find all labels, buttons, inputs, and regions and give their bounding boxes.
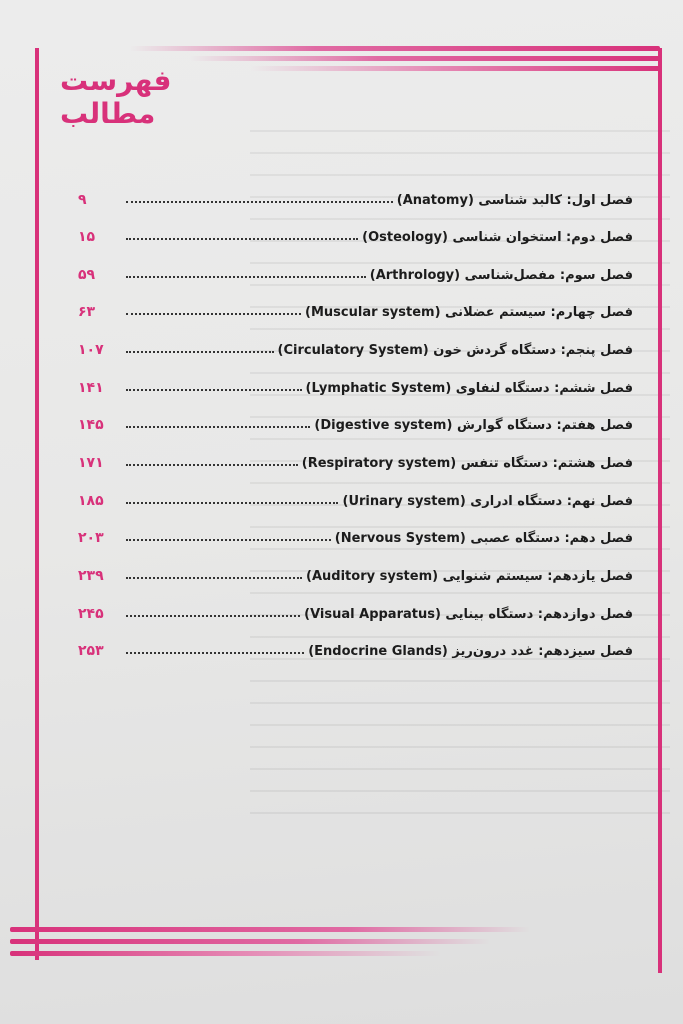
toc-entry-label: فصل نهم: دستگاه ادراری (Urinary system)	[342, 494, 633, 509]
toc-entry[interactable]	[78, 633, 633, 659]
toc-entry[interactable]	[78, 558, 633, 584]
toc-entry[interactable]	[78, 257, 633, 283]
toc-entry[interactable]	[78, 182, 633, 208]
toc-page-number: ۱۷۱	[78, 455, 104, 471]
toc-page-number: ۶۳	[78, 304, 96, 320]
toc-entry[interactable]	[78, 407, 633, 433]
toc-page-number: ۲۳۹	[78, 568, 104, 584]
dot-leader	[126, 275, 366, 278]
bottom-decorative-band	[10, 927, 530, 963]
dot-leader	[126, 312, 301, 315]
toc-entry-label: فصل هشتم: دستگاه تنفس (Respiratory system)	[301, 456, 633, 471]
frame-right-border	[658, 48, 662, 973]
toc-entry-label: فصل چهارم: سیستم عضلانی (Muscular system)	[305, 305, 633, 320]
toc-entry[interactable]	[78, 483, 633, 509]
frame-left-border	[35, 48, 39, 960]
toc-entry[interactable]	[78, 294, 633, 320]
toc-page-number: ۹	[78, 192, 87, 208]
toc-entry-label: فصل پنجم: دستگاه گردش خون (Circulatory System)	[277, 343, 633, 358]
toc-entry-label: فصل دوازدهم: دستگاه بینایی (Visual Apparatus)	[304, 607, 633, 622]
toc-entry[interactable]	[78, 332, 633, 358]
toc-page-number: ۱۴۱	[78, 380, 104, 396]
page-title: فهرست مطالب	[60, 64, 172, 130]
dot-leader	[126, 425, 310, 428]
toc-page-number: ۵۹	[78, 267, 96, 283]
dot-leader	[126, 576, 302, 579]
toc-page-number: ۱۴۵	[78, 417, 104, 433]
toc-entry-label: فصل هفتم: دستگاه گوارش (Digestive system)	[314, 418, 633, 433]
dot-leader	[126, 237, 358, 240]
toc-entry[interactable]	[78, 219, 633, 245]
toc-entry[interactable]	[78, 445, 633, 471]
dot-leader	[126, 463, 298, 466]
toc-entry[interactable]	[78, 520, 633, 546]
toc-entry-label: فصل سوم: مفصل‌شناسی (Arthrology)	[369, 268, 633, 283]
toc-page-number: ۱۰۷	[78, 342, 104, 358]
toc-entry-label: فصل سیزدهم: غدد درون‌ریز (Endocrine Glands)	[308, 644, 633, 659]
toc-page-number: ۱۵	[78, 229, 96, 245]
toc-entry-label: فصل دوم: استخوان شناسی (Osteology)	[362, 230, 633, 245]
toc-page-number: ۲۴۵	[78, 606, 104, 622]
dot-leader	[126, 651, 304, 654]
dot-leader	[126, 538, 331, 541]
toc-entry[interactable]	[78, 596, 633, 622]
toc-page-number: ۱۸۵	[78, 493, 104, 509]
toc-entry[interactable]	[78, 370, 633, 396]
toc-entry-label: فصل ششم: دستگاه لنفاوی (Lymphatic System)	[305, 381, 633, 396]
dot-leader	[126, 501, 338, 504]
dot-leader	[126, 200, 393, 203]
toc-page-number: ۲۰۳	[78, 530, 104, 546]
toc-entry-label: فصل اول: کالبد شناسی (Anatomy)	[396, 193, 633, 208]
dot-leader	[126, 614, 300, 617]
toc-entry-label: فصل یازدهم: سیستم شنوایی (Auditory system)	[306, 569, 633, 584]
dot-leader	[126, 350, 274, 353]
toc-entry-label: فصل دهم: دستگاه عصبی (Nervous System)	[334, 531, 633, 546]
toc-page-number: ۲۵۳	[78, 643, 104, 659]
dot-leader	[126, 388, 302, 391]
